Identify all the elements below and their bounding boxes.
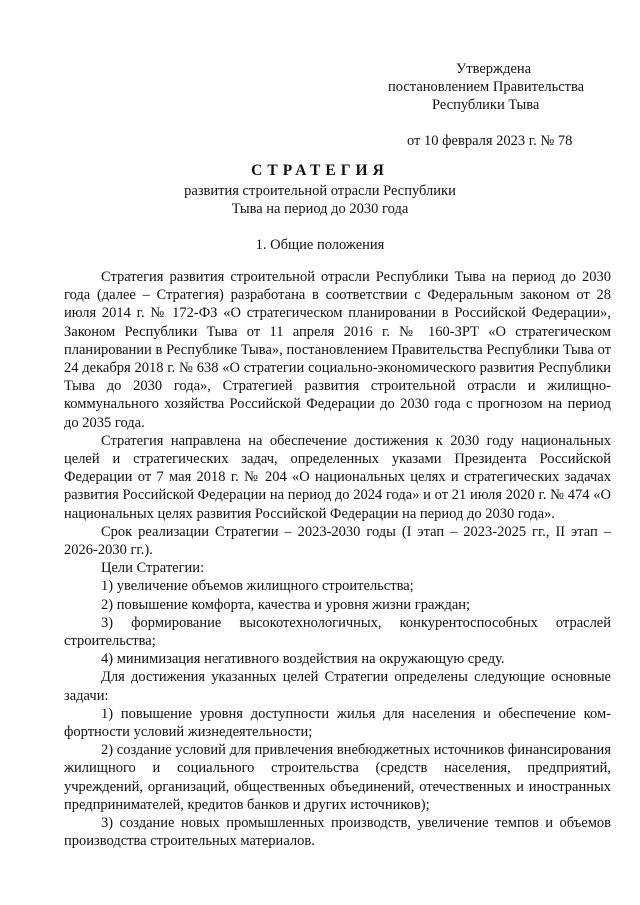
approval-line-resolution: постановлением Правительства — [388, 79, 585, 95]
list-item-task-3: 3) создание новых промышленных производств, увеличение темпов и объемов производства строительных материалов. — [64, 815, 611, 850]
paragraph-tasks-heading: Для достижения указанных целей Стратегии определены следующие основные задачи: — [64, 669, 611, 704]
list-item-goal-4: 4) минимизация негативного воздействия на окружающую среду. — [101, 651, 505, 668]
paragraph-term: Срок реализации Стратегии – 2023-2030 годы (I этап – 2023-2025 гг., II этап – 2026-2030 гг.). — [64, 523, 611, 559]
section-heading: 1. Общие положения — [255, 237, 385, 253]
paragraph-basis: Стратегия развития строительной отрасли Республики Тыва на период до 2030 года (далее – Стратегия) разработана в соответствии с Федеральным законом от 28 июля 2014 г. № 172-ФЗ «О стратегическом планировании в Российской Федерации», Законом Республики Тыва от 11 апреля 2016 г. № 160-ЗРТ «О стратегическом планировании в Республике Тыва», постановлением Правительства Республики Тыва от 24 декабря 2018 г. № 638 «О стратегии социально-экономического развития Республики Тыва до 2030 года», Стратегией развития строительной отрасли и жилищно-коммунального хозяйства Российской Федерации до 2030 года с прогнозом на период до 2035 года. — [64, 269, 611, 431]
approval-line-republic: Республики Тыва — [432, 97, 540, 113]
document-subtitle — [0, 182, 640, 218]
paragraph-goal-direction: Стратегия направлена на обеспечение достижения к 2030 году национальных целей и стратегических задач, определенных указами Президента Российской Федерации от 7 мая 2018 г. № 204 «О национальных целях и стратегических задачах развития Российской Федерации на период до 2024 года» и от 21 июля 2020 г. № 474 «О национальных целях развития Российской Федерации на период до 2030 года». — [64, 432, 611, 522]
list-item-task-2: 2) создание условий для привлечения внебюджетных источников финансирования жилищного и социального строительства (средств населения, предприятий, учреждений, организаций, общественных объединений, отечественных и иностранных предпринимателей, кредитов банков и других источников); — [64, 742, 611, 813]
approval-line-approved: Утверждена — [456, 61, 532, 77]
document-body — [64, 268, 611, 851]
subtitle-line-1: развития строительной отрасли Республики — [184, 183, 456, 199]
document-title: СТРАТЕГИЯ — [251, 162, 389, 179]
paragraph-goals-heading: Цели Стратегии: — [101, 560, 205, 577]
list-item-goal-2: 2) повышение комфорта, качества и уровня жизни граждан; — [101, 596, 471, 613]
list-item-goal-1: 1) увеличение объемов жилищного строительства; — [101, 578, 414, 595]
approval-block — [380, 60, 620, 150]
list-item-goal-3: 3) формирование высокотехнологичных, конкурентоспособных отраслей строительства; — [64, 614, 611, 650]
subtitle-line-2: Тыва на период до 2030 года — [231, 201, 409, 217]
approval-line-date-number: от 10 февраля 2023 г. № 78 — [407, 133, 573, 149]
list-item-task-1: 1) повышение уровня доступности жилья для населения и обеспечение комфортности условий жизнедеятельности; — [64, 705, 611, 741]
